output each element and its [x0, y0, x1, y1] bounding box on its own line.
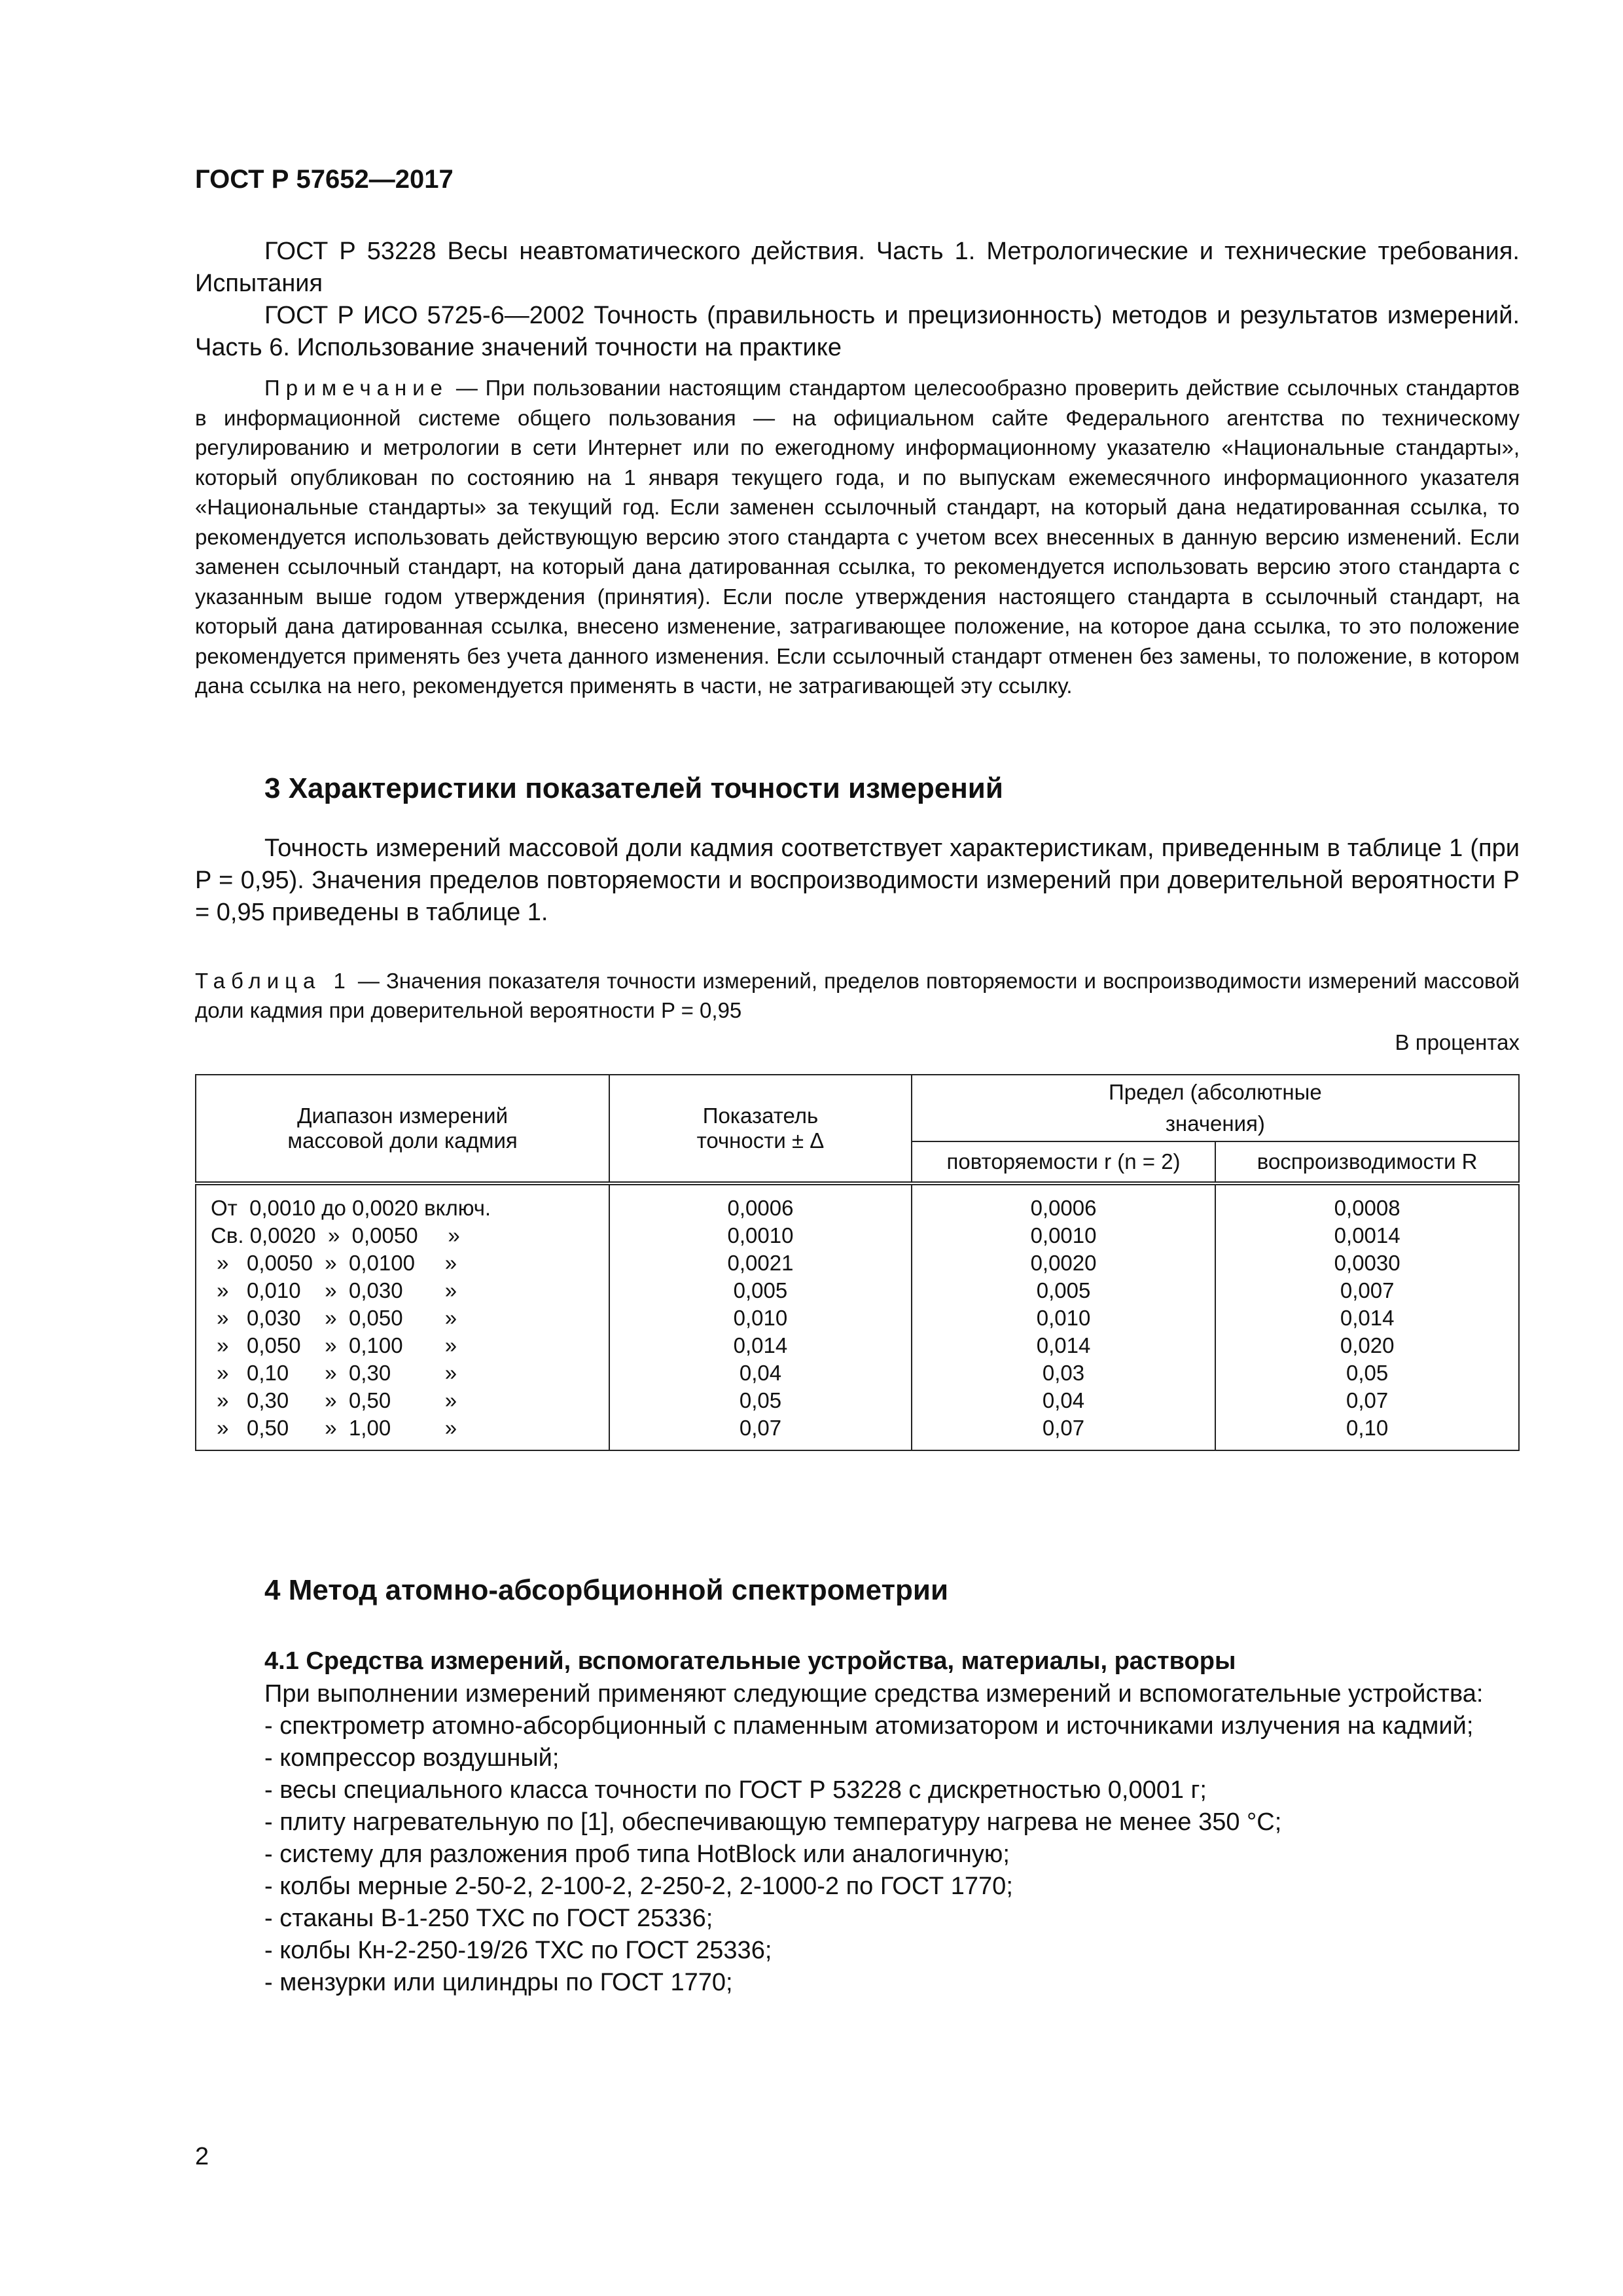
document-header: ГОСТ Р 57652—2017: [195, 165, 454, 194]
cell-repeatability: 0,014: [912, 1332, 1216, 1359]
cell-repeatability: 0,03: [912, 1359, 1216, 1387]
list-item: - систему для разложения проб типа HotBlock или аналогичную;: [264, 1840, 1010, 1868]
cell-reproducibility: 0,0014: [1215, 1222, 1519, 1249]
reference-item: ГОСТ Р ИСО 5725-6—2002 Точность (правильность и прецизионность) методов и результатов измерений. Часть 6. Использование значений точности на практике: [195, 302, 1520, 361]
note-label: Примечание: [264, 376, 449, 400]
cell-reproducibility: 0,007: [1215, 1277, 1519, 1304]
table-label: Таблица 1: [195, 969, 351, 993]
table-unit: В процентах: [1395, 1030, 1520, 1054]
table-row: [196, 1277, 1519, 1304]
table-row: [196, 1222, 1519, 1249]
table-caption: — Значения показателя точности измерений, пределов повторяемости и воспроизводимости измерений массовой доли кадмия при доверительной вероятности P = 0,95: [195, 969, 1520, 1022]
table-1: [195, 1074, 1520, 1451]
cell-reproducibility: 0,014: [1215, 1304, 1519, 1332]
cell-repeatability: 0,04: [912, 1387, 1216, 1414]
section-4: [195, 1574, 1520, 1999]
header-range: Диапазон измерений массовой доли кадмия: [196, 1075, 609, 1183]
cell-accuracy: 0,05: [609, 1387, 912, 1414]
header-accuracy: Показатель точности ± Δ: [609, 1075, 912, 1183]
page-number: 2: [195, 2143, 209, 2170]
cell-range: » 0,010 » 0,030 »: [196, 1277, 609, 1304]
cell-range: » 0,30 » 0,50 »: [196, 1387, 609, 1414]
cell-accuracy: 0,04: [609, 1359, 912, 1387]
list-item: - стаканы В-1-250 ТХС по ГОСТ 25336;: [264, 1905, 713, 1932]
section-3-heading: 3 Характеристики показателей точности измерений: [264, 772, 1003, 804]
cell-repeatability: 0,0006: [912, 1183, 1216, 1222]
cell-range: » 0,0050 » 0,0100 »: [196, 1249, 609, 1277]
subsection-4-1-heading: 4.1 Средства измерений, вспомогательные устройства, материалы, растворы: [264, 1647, 1236, 1675]
list-item: - спектрометр атомно-абсорбционный с пламенным атомизатором и источниками излучения на кадмий;: [264, 1712, 1474, 1740]
cell-reproducibility: 0,0008: [1215, 1183, 1519, 1222]
list-item: - колбы мерные 2-50-2, 2-100-2, 2-250-2, 2-1000-2 по ГОСТ 1770;: [264, 1873, 1013, 1900]
cell-reproducibility: 0,07: [1215, 1387, 1519, 1414]
cell-range: » 0,050 » 0,100 »: [196, 1332, 609, 1359]
cell-reproducibility: 0,020: [1215, 1332, 1519, 1359]
cell-reproducibility: 0,05: [1215, 1359, 1519, 1387]
section-4-heading: 4 Метод атомно-абсорбционной спектрометрии: [264, 1574, 949, 1606]
table-row: [196, 1249, 1519, 1277]
cell-reproducibility: 0,10: [1215, 1414, 1519, 1450]
cell-accuracy: 0,07: [609, 1414, 912, 1450]
section-4-intro: При выполнении измерений применяют следующие средства измерений и вспомогательные устройства:: [264, 1680, 1484, 1708]
section-3: [195, 772, 1520, 929]
cell-accuracy: 0,005: [609, 1277, 912, 1304]
table-row: [196, 1332, 1519, 1359]
table-row: [196, 1414, 1519, 1450]
cell-repeatability: 0,07: [912, 1414, 1216, 1450]
cell-range: » 0,030 » 0,050 »: [196, 1304, 609, 1332]
cell-reproducibility: 0,0030: [1215, 1249, 1519, 1277]
list-item: - весы специального класса точности по ГОСТ Р 53228 с дискретностью 0,0001 г;: [264, 1776, 1207, 1804]
table-row: [196, 1387, 1519, 1414]
header-limit: Предел (абсолютные значения): [912, 1075, 1519, 1141]
header-reproducibility: воспроизводимости R: [1215, 1141, 1519, 1183]
cell-accuracy: 0,0010: [609, 1222, 912, 1249]
cell-repeatability: 0,0020: [912, 1249, 1216, 1277]
list-item: - компрессор воздушный;: [264, 1744, 560, 1772]
cell-accuracy: 0,0021: [609, 1249, 912, 1277]
cell-accuracy: 0,014: [609, 1332, 912, 1359]
table-caption-block: [195, 966, 1520, 1055]
note-text: — При пользовании настоящим стандартом целесообразно проверить действие ссылочных стандартов в информационной системе общего пользования — на официальном сайте Федерального агентства по техническому регулированию и метрологии в сети Интернет или по ежегодному информационному указателю «Национальные стандарты», который опубликован по состоянию на 1 января текущего года, и по выпускам ежемесячного информационного указателя «Национальные стандарты» за текущий год. Если заменен ссылочный стандарт, на который дана недатированная ссылка, то рекомендуется использовать действующую версию этого стандарта с учетом всех внесенных в данную версию изменений. Если заменен ссылочный стандарт, на который дана датированная ссылка, то рекомендуется использовать версию этого стандарта с указанным выше годом утверждения (принятия). Если после утверждения настоящего стандарта в ссылочный стандарт, на который дана датированная ссылка, внесено изменение, затрагивающее положение, на которое дана ссылка, то это положение рекомендуется применять без учета данного изменения. Если ссылочный стандарт отменен без замены, то положение, в котором дана ссылка на него, рекомендуется применять в части, не затрагивающей эту ссылку.: [195, 376, 1520, 698]
cell-repeatability: 0,010: [912, 1304, 1216, 1332]
cell-range: » 0,10 » 0,30 »: [196, 1359, 609, 1387]
cell-range: » 0,50 » 1,00 »: [196, 1414, 609, 1450]
list-item: - мензурки или цилиндры по ГОСТ 1770;: [264, 1969, 733, 1996]
table-row: [196, 1304, 1519, 1332]
cell-range: От 0,0010 до 0,0020 включ.: [196, 1183, 609, 1222]
cell-accuracy: 0,010: [609, 1304, 912, 1332]
table-row: [196, 1359, 1519, 1387]
header-repeatability: повторяемости r (n = 2): [912, 1141, 1216, 1183]
section-3-text: Точность измерений массовой доли кадмия соответствует характеристикам, приведенным в таблице 1 (при P = 0,95). Значения пределов повторяемости и воспроизводимости измерений при доверительной вероятности P = 0,95 приведены в таблице 1.: [195, 834, 1520, 926]
cell-repeatability: 0,0010: [912, 1222, 1216, 1249]
normative-references: [195, 236, 1520, 364]
reference-item: ГОСТ Р 53228 Весы неавтоматического действия. Часть 1. Метрологические и технические требования. Испытания: [195, 238, 1520, 297]
list-item: - плиту нагревательную по [1], обеспечивающую температуру нагрева не менее 350 °С;: [264, 1808, 1282, 1836]
note: [195, 373, 1520, 701]
table-row: [196, 1183, 1519, 1222]
list-item: - колбы Кн-2-250-19/26 ТХС по ГОСТ 25336;: [264, 1937, 772, 1964]
cell-accuracy: 0,0006: [609, 1183, 912, 1222]
cell-range: Св. 0,0020 » 0,0050 »: [196, 1222, 609, 1249]
cell-repeatability: 0,005: [912, 1277, 1216, 1304]
